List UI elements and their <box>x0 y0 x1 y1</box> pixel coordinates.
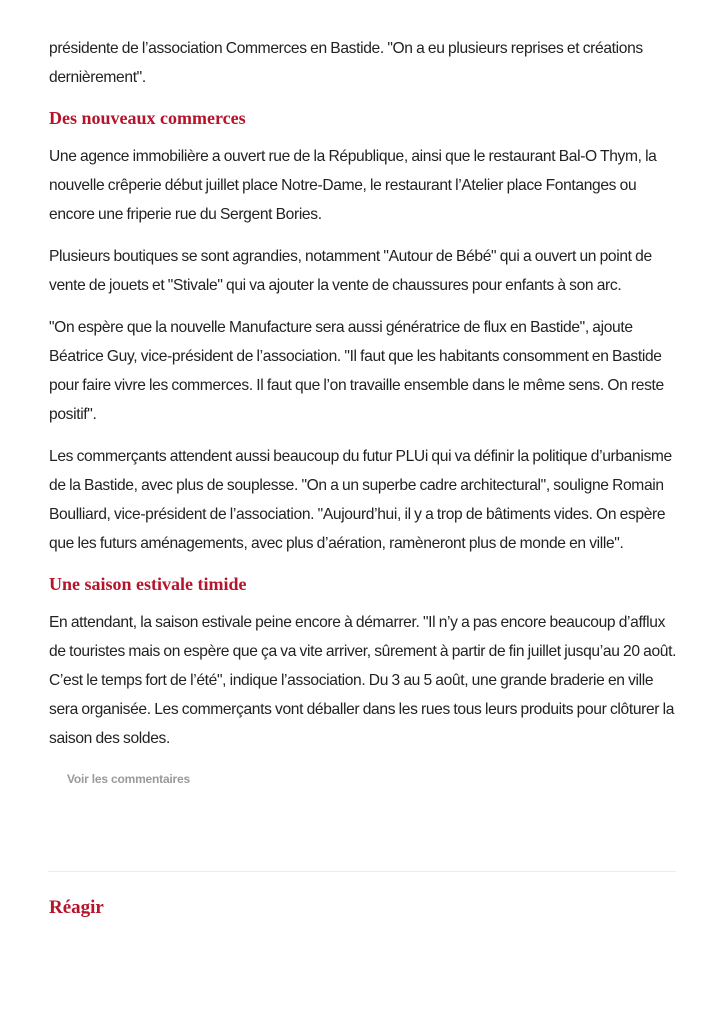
section-heading-summer-season: Une saison estivale timide <box>49 574 247 594</box>
view-comments-link[interactable]: Voir les commentaires <box>67 772 190 786</box>
article-body <box>49 34 677 788</box>
section-heading-new-shops: Des nouveaux commerces <box>49 108 246 128</box>
article-paragraph: Une agence immobilière a ouvert rue de la République, ainsi que le restaurant Bal-O Thym, la nouvelle crêperie début juillet place Notre-Dame, le restaurant l’Atelier place Fontanges ou encore une friperie rue du Sergent Bories. <box>49 148 657 223</box>
article-paragraph: En attendant, la saison estivale peine encore à démarrer. "Il n’y a pas encore beaucoup d’afflux de touristes mais on espère que ça va vite arriver, sûrement à partir de fin juillet jusqu’au 20 août. C’est le temps fort de l’été", indique l’association. Du 3 au 5 août, une grande braderie en ville sera organisée. Les commerçants vont déballer dans les rues tous leurs produits pour clôturer la saison des soldes. <box>49 614 677 747</box>
article-paragraph-intro: présidente de l’association Commerces en Bastide. "On a eu plusieurs reprises et créations dernièrement". <box>49 40 643 86</box>
article-paragraph: Plusieurs boutiques se sont agrandies, notamment "Autour de Bébé" qui a ouvert un point de vente de jouets et "Stivale" qui va ajouter la vente de chaussures pour enfants à son arc. <box>49 248 652 294</box>
article-paragraph: "On espère que la nouvelle Manufacture sera aussi génératrice de flux en Bastide", ajoute Béatrice Guy, vice-président de l’association. "Il faut que les habitants consomment en Bastide pour faire vivre les commerces. Il faut que l’on travaille ensemble dans le même sens. On reste positif". <box>49 319 664 423</box>
article-paragraph: Les commerçants attendent aussi beaucoup du futur PLUi qui va définir la politique d’urbanisme de la Bastide, avec plus de souplesse. "On a un superbe cadre architectural", souligne Romain Boulliard, vice-président de l’association. "Aujourd’hui, il y a trop de bâtiments vides. On espère que les futurs aménagements, avec plus d’aération, ramèneront plus de monde en ville". <box>49 448 672 552</box>
react-heading: Réagir <box>49 897 104 918</box>
section-divider <box>48 871 676 872</box>
